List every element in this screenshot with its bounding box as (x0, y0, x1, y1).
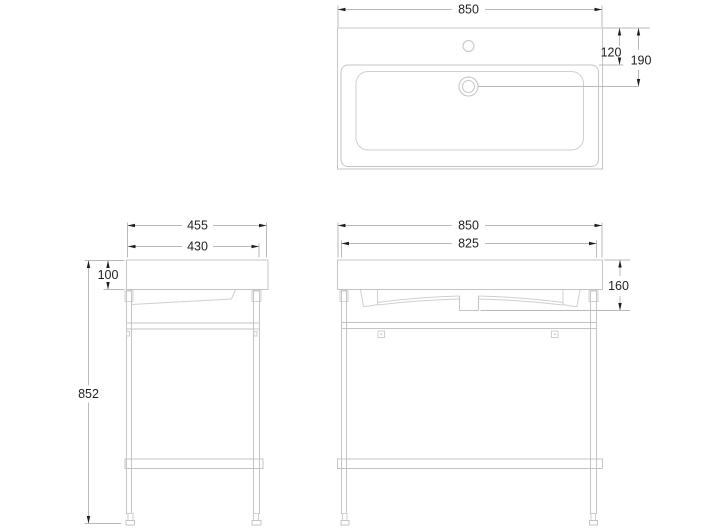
front-view (338, 219, 631, 525)
towel-rail-side (125, 459, 263, 469)
foot-neck-rear (254, 514, 259, 521)
sink-front-profile (338, 260, 603, 290)
dim-plan-overall-width (338, 3, 602, 27)
basin-underside-side (132, 290, 236, 305)
foot-neck-front (128, 514, 133, 521)
sink-side-profile (127, 260, 269, 290)
dim-label-tap-offset: 120 (600, 45, 622, 60)
side-view (78, 219, 268, 525)
dim-side-front-height (85, 261, 125, 290)
dim-front-frame-width (342, 237, 597, 258)
rail-upper-front (342, 323, 597, 329)
waste-hole-inner (463, 81, 475, 93)
dim-label-basin-height: 160 (608, 279, 629, 294)
dim-side-overall-height (78, 261, 121, 524)
rail-clip-side-front (127, 332, 130, 337)
foot-base-front (126, 521, 135, 526)
sink-outline-plan (338, 28, 603, 169)
dim-label-side-depth: 455 (187, 218, 208, 233)
foot-base-left (341, 521, 349, 526)
leg-right (591, 290, 597, 514)
rail-clip-side-rear (254, 332, 257, 337)
drain-outlet (460, 296, 479, 311)
rail-clip-left-screw (380, 333, 382, 335)
dim-label-frame-width: 825 (458, 236, 479, 251)
dim-plan-drain-offset (631, 28, 652, 87)
dim-label-frame-depth: 430 (187, 239, 208, 254)
basin-bowl (356, 72, 584, 151)
dim-label-plan-width: 850 (458, 2, 479, 17)
foot-neck-left (343, 514, 348, 521)
foot-base-right (590, 521, 598, 526)
leg-rear (254, 290, 260, 514)
rail-upper-side (127, 323, 260, 329)
tap-hole (463, 41, 474, 52)
towel-rail-front (338, 459, 603, 469)
plan-view (338, 3, 652, 169)
foot-base-rear (252, 521, 261, 526)
foot-neck-right (591, 514, 596, 521)
dim-label-front-width: 850 (458, 218, 479, 233)
dim-side-frame-depth (128, 240, 259, 258)
leg-front (127, 290, 132, 514)
rail-clip-right-screw (554, 333, 556, 335)
waste-hole-outer (459, 77, 478, 96)
dim-label-overall-height: 852 (78, 386, 99, 401)
dim-label-front-height: 100 (97, 268, 119, 283)
dim-front-basin-height (481, 260, 631, 311)
basin-underside-front (361, 290, 581, 311)
leg-left (342, 290, 347, 514)
dim-label-drain-offset: 190 (630, 53, 652, 68)
